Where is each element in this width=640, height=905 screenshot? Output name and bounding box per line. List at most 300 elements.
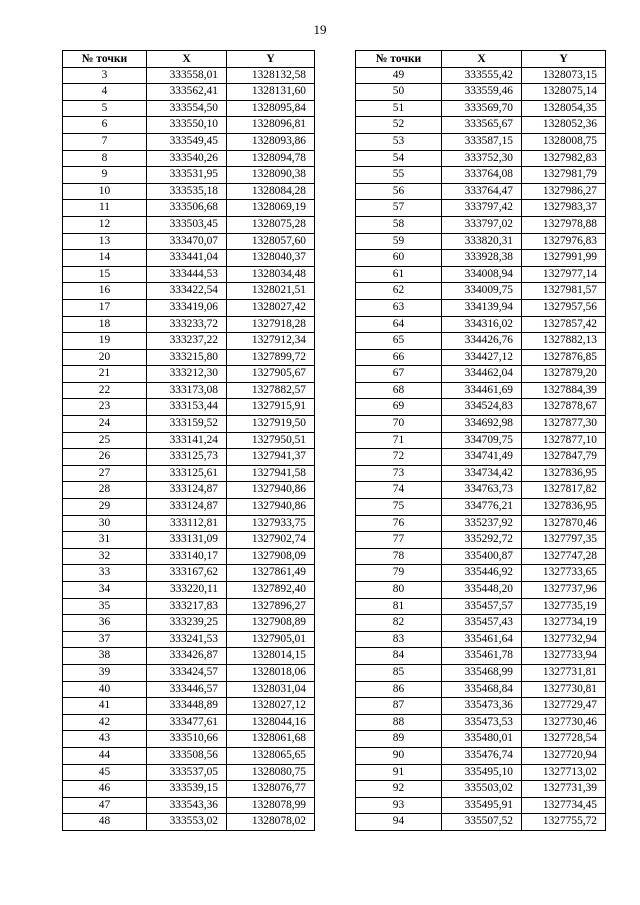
y-cell: 1328096,81 xyxy=(227,117,315,134)
point-number-cell: 76 xyxy=(356,515,442,532)
x-cell: 335495,91 xyxy=(442,797,522,814)
point-number-cell: 44 xyxy=(63,747,147,764)
y-cell: 1327847,79 xyxy=(522,449,606,466)
table-row xyxy=(63,797,315,814)
point-number-cell: 62 xyxy=(356,283,442,300)
x-cell: 333587,15 xyxy=(442,133,522,150)
y-cell: 1327941,58 xyxy=(227,465,315,482)
y-cell: 1327986,27 xyxy=(522,183,606,200)
table-header-row xyxy=(356,51,606,68)
table-row xyxy=(63,565,315,582)
table-row xyxy=(356,499,606,516)
table-row xyxy=(63,698,315,715)
point-number-cell: 4 xyxy=(63,84,147,101)
y-cell: 1327918,28 xyxy=(227,316,315,333)
point-number-cell: 35 xyxy=(63,598,147,615)
table-row xyxy=(356,449,606,466)
x-cell: 333797,42 xyxy=(442,200,522,217)
table-row xyxy=(63,631,315,648)
y-cell: 1327729,47 xyxy=(522,698,606,715)
point-number-cell: 10 xyxy=(63,183,147,200)
x-cell: 334741,49 xyxy=(442,449,522,466)
point-number-cell: 21 xyxy=(63,366,147,383)
y-cell: 1328052,36 xyxy=(522,117,606,134)
y-cell: 1327905,67 xyxy=(227,366,315,383)
x-cell: 333549,45 xyxy=(147,133,227,150)
point-number-cell: 54 xyxy=(356,150,442,167)
table-row xyxy=(63,465,315,482)
point-number-cell: 22 xyxy=(63,382,147,399)
table-row xyxy=(356,814,606,831)
point-number-cell: 45 xyxy=(63,764,147,781)
x-cell: 334139,94 xyxy=(442,299,522,316)
point-number-cell: 78 xyxy=(356,548,442,565)
y-cell: 1328054,35 xyxy=(522,100,606,117)
y-cell: 1327912,34 xyxy=(227,333,315,350)
x-cell: 333928,38 xyxy=(442,250,522,267)
table-row xyxy=(356,482,606,499)
y-cell: 1327878,67 xyxy=(522,399,606,416)
header-point-number: № точки xyxy=(63,51,147,68)
y-cell: 1327940,86 xyxy=(227,499,315,516)
x-cell: 333543,36 xyxy=(147,797,227,814)
point-number-cell: 66 xyxy=(356,349,442,366)
x-cell: 335400,87 xyxy=(442,548,522,565)
table-row xyxy=(63,648,315,665)
point-number-cell: 9 xyxy=(63,167,147,184)
point-number-cell: 87 xyxy=(356,698,442,715)
x-cell: 334461,69 xyxy=(442,382,522,399)
table-row xyxy=(356,167,606,184)
x-cell: 334692,98 xyxy=(442,416,522,433)
y-cell: 1327877,10 xyxy=(522,432,606,449)
y-cell: 1327981,57 xyxy=(522,283,606,300)
point-number-cell: 15 xyxy=(63,266,147,283)
point-number-cell: 57 xyxy=(356,200,442,217)
table-row xyxy=(63,499,315,516)
point-number-cell: 50 xyxy=(356,84,442,101)
table-row xyxy=(356,349,606,366)
table-row xyxy=(63,233,315,250)
y-cell: 1327728,54 xyxy=(522,731,606,748)
point-number-cell: 28 xyxy=(63,482,147,499)
x-cell: 333125,61 xyxy=(147,465,227,482)
table-row xyxy=(356,250,606,267)
y-cell: 1328018,06 xyxy=(227,664,315,681)
y-cell: 1328131,60 xyxy=(227,84,315,101)
point-number-cell: 58 xyxy=(356,216,442,233)
y-cell: 1327957,56 xyxy=(522,299,606,316)
x-cell: 333540,26 xyxy=(147,150,227,167)
point-number-cell: 25 xyxy=(63,432,147,449)
table-row xyxy=(356,84,606,101)
table-row xyxy=(63,747,315,764)
x-cell: 333510,66 xyxy=(147,731,227,748)
table-row xyxy=(356,366,606,383)
x-cell: 334524,83 xyxy=(442,399,522,416)
y-cell: 1327734,19 xyxy=(522,615,606,632)
point-number-cell: 38 xyxy=(63,648,147,665)
point-number-cell: 30 xyxy=(63,515,147,532)
point-number-cell: 34 xyxy=(63,582,147,599)
table-row xyxy=(63,299,315,316)
x-cell: 333426,87 xyxy=(147,648,227,665)
y-cell: 1327737,96 xyxy=(522,582,606,599)
point-number-cell: 39 xyxy=(63,664,147,681)
y-cell: 1327983,37 xyxy=(522,200,606,217)
y-cell: 1327882,57 xyxy=(227,382,315,399)
point-number-cell: 23 xyxy=(63,399,147,416)
y-cell: 1328084,28 xyxy=(227,183,315,200)
point-number-cell: 68 xyxy=(356,382,442,399)
y-cell: 1327908,09 xyxy=(227,548,315,565)
x-cell: 334316,02 xyxy=(442,316,522,333)
x-cell: 333141,24 xyxy=(147,432,227,449)
point-number-cell: 85 xyxy=(356,664,442,681)
x-cell: 333124,87 xyxy=(147,499,227,516)
y-cell: 1327908,89 xyxy=(227,615,315,632)
y-cell: 1327730,81 xyxy=(522,681,606,698)
y-cell: 1327720,94 xyxy=(522,747,606,764)
table-row xyxy=(63,814,315,831)
header-x: X xyxy=(442,51,522,68)
point-number-cell: 12 xyxy=(63,216,147,233)
point-number-cell: 75 xyxy=(356,499,442,516)
point-number-cell: 47 xyxy=(63,797,147,814)
point-number-cell: 67 xyxy=(356,366,442,383)
page-number: 19 xyxy=(313,22,327,37)
table-row xyxy=(356,333,606,350)
table-row xyxy=(63,67,315,84)
y-cell: 1328076,77 xyxy=(227,781,315,798)
table-body-right xyxy=(356,67,606,830)
point-number-cell: 59 xyxy=(356,233,442,250)
table-row xyxy=(63,167,315,184)
y-cell: 1328073,15 xyxy=(522,67,606,84)
table-row xyxy=(356,681,606,698)
point-number-cell: 63 xyxy=(356,299,442,316)
table-row xyxy=(356,216,606,233)
table-row xyxy=(63,764,315,781)
table-row xyxy=(63,598,315,615)
x-cell: 335237,92 xyxy=(442,515,522,532)
x-cell: 333173,08 xyxy=(147,382,227,399)
x-cell: 333159,52 xyxy=(147,416,227,433)
y-cell: 1327755,72 xyxy=(522,814,606,831)
x-cell: 333569,70 xyxy=(442,100,522,117)
x-cell: 333167,62 xyxy=(147,565,227,582)
y-cell: 1327817,82 xyxy=(522,482,606,499)
y-cell: 1327733,65 xyxy=(522,565,606,582)
x-cell: 335461,64 xyxy=(442,631,522,648)
x-cell: 334008,94 xyxy=(442,266,522,283)
point-number-cell: 41 xyxy=(63,698,147,715)
x-cell: 335457,43 xyxy=(442,615,522,632)
point-number-cell: 77 xyxy=(356,532,442,549)
table-row xyxy=(63,133,315,150)
y-cell: 1328040,37 xyxy=(227,250,315,267)
point-number-cell: 60 xyxy=(356,250,442,267)
x-cell: 333562,41 xyxy=(147,84,227,101)
y-cell: 1327899,72 xyxy=(227,349,315,366)
table-row xyxy=(356,631,606,648)
table-row xyxy=(63,416,315,433)
point-number-cell: 13 xyxy=(63,233,147,250)
table-row xyxy=(63,366,315,383)
point-number-cell: 20 xyxy=(63,349,147,366)
x-cell: 335473,36 xyxy=(442,698,522,715)
y-cell: 1328095,84 xyxy=(227,100,315,117)
x-cell: 333212,30 xyxy=(147,366,227,383)
x-cell: 333752,30 xyxy=(442,150,522,167)
y-cell: 1327735,19 xyxy=(522,598,606,615)
x-cell: 335448,20 xyxy=(442,582,522,599)
table-row xyxy=(356,382,606,399)
point-number-cell: 88 xyxy=(356,714,442,731)
x-cell: 333112,81 xyxy=(147,515,227,532)
table-row xyxy=(63,316,315,333)
table-row xyxy=(356,133,606,150)
x-cell: 333797,02 xyxy=(442,216,522,233)
point-number-cell: 31 xyxy=(63,532,147,549)
y-cell: 1328027,12 xyxy=(227,698,315,715)
point-number-cell: 16 xyxy=(63,283,147,300)
x-cell: 334763,73 xyxy=(442,482,522,499)
table-row xyxy=(63,283,315,300)
table-row xyxy=(356,797,606,814)
y-cell: 1327991,99 xyxy=(522,250,606,267)
point-number-cell: 72 xyxy=(356,449,442,466)
table-row xyxy=(356,764,606,781)
y-cell: 1328069,19 xyxy=(227,200,315,217)
x-cell: 333444,53 xyxy=(147,266,227,283)
table-row xyxy=(63,399,315,416)
x-cell: 334426,76 xyxy=(442,333,522,350)
y-cell: 1327747,28 xyxy=(522,548,606,565)
y-cell: 1327919,50 xyxy=(227,416,315,433)
x-cell: 334776,21 xyxy=(442,499,522,516)
point-number-cell: 55 xyxy=(356,167,442,184)
point-number-cell: 11 xyxy=(63,200,147,217)
point-number-cell: 84 xyxy=(356,648,442,665)
table-row xyxy=(63,482,315,499)
table-row xyxy=(356,532,606,549)
x-cell: 333419,06 xyxy=(147,299,227,316)
point-number-cell: 33 xyxy=(63,565,147,582)
y-cell: 1327976,83 xyxy=(522,233,606,250)
x-cell: 333131,09 xyxy=(147,532,227,549)
x-cell: 335468,99 xyxy=(442,664,522,681)
x-cell: 333558,01 xyxy=(147,67,227,84)
point-number-cell: 74 xyxy=(356,482,442,499)
table-header-row xyxy=(63,51,315,68)
y-cell: 1327713,02 xyxy=(522,764,606,781)
header-point-number: № точки xyxy=(356,51,442,68)
y-cell: 1327896,27 xyxy=(227,598,315,615)
point-number-cell: 29 xyxy=(63,499,147,516)
x-cell: 333153,44 xyxy=(147,399,227,416)
x-cell: 333503,45 xyxy=(147,216,227,233)
x-cell: 333140,17 xyxy=(147,548,227,565)
y-cell: 1328078,02 xyxy=(227,814,315,831)
table-row xyxy=(356,150,606,167)
x-cell: 335446,92 xyxy=(442,565,522,582)
x-cell: 333506,68 xyxy=(147,200,227,217)
x-cell: 333441,04 xyxy=(147,250,227,267)
y-cell: 1327981,79 xyxy=(522,167,606,184)
y-cell: 1328080,75 xyxy=(227,764,315,781)
x-cell: 335457,57 xyxy=(442,598,522,615)
x-cell: 334427,12 xyxy=(442,349,522,366)
y-cell: 1327731,39 xyxy=(522,781,606,798)
y-cell: 1328078,99 xyxy=(227,797,315,814)
y-cell: 1328075,14 xyxy=(522,84,606,101)
point-number-cell: 61 xyxy=(356,266,442,283)
point-number-cell: 52 xyxy=(356,117,442,134)
table-body-left xyxy=(63,67,315,830)
table-row xyxy=(63,515,315,532)
x-cell: 333764,08 xyxy=(442,167,522,184)
x-cell: 335480,01 xyxy=(442,731,522,748)
x-cell: 333217,83 xyxy=(147,598,227,615)
y-cell: 1328065,65 xyxy=(227,747,315,764)
table-row xyxy=(356,416,606,433)
table-row xyxy=(63,183,315,200)
header-y: Y xyxy=(227,51,315,68)
point-number-cell: 37 xyxy=(63,631,147,648)
y-cell: 1328075,28 xyxy=(227,216,315,233)
x-cell: 335503,02 xyxy=(442,781,522,798)
table-row xyxy=(63,681,315,698)
y-cell: 1328061,68 xyxy=(227,731,315,748)
table-row xyxy=(63,548,315,565)
point-number-cell: 89 xyxy=(356,731,442,748)
y-cell: 1327730,46 xyxy=(522,714,606,731)
table-row xyxy=(63,664,315,681)
x-cell: 335473,53 xyxy=(442,714,522,731)
x-cell: 333125,73 xyxy=(147,449,227,466)
x-cell: 333448,89 xyxy=(147,698,227,715)
point-number-cell: 17 xyxy=(63,299,147,316)
y-cell: 1328031,04 xyxy=(227,681,315,698)
table-row xyxy=(356,714,606,731)
y-cell: 1327870,46 xyxy=(522,515,606,532)
x-cell: 333470,07 xyxy=(147,233,227,250)
x-cell: 333531,95 xyxy=(147,167,227,184)
y-cell: 1327797,35 xyxy=(522,532,606,549)
point-number-cell: 46 xyxy=(63,781,147,798)
y-cell: 1328132,58 xyxy=(227,67,315,84)
y-cell: 1328044,16 xyxy=(227,714,315,731)
table-row xyxy=(356,565,606,582)
point-number-cell: 93 xyxy=(356,797,442,814)
y-cell: 1327884,39 xyxy=(522,382,606,399)
x-cell: 333233,72 xyxy=(147,316,227,333)
table-row xyxy=(356,664,606,681)
y-cell: 1327876,85 xyxy=(522,349,606,366)
table-row xyxy=(63,714,315,731)
x-cell: 333539,15 xyxy=(147,781,227,798)
table-row xyxy=(356,731,606,748)
point-number-cell: 40 xyxy=(63,681,147,698)
point-number-cell: 69 xyxy=(356,399,442,416)
point-number-cell: 73 xyxy=(356,465,442,482)
y-cell: 1327982,83 xyxy=(522,150,606,167)
table-row xyxy=(63,432,315,449)
y-cell: 1327978,88 xyxy=(522,216,606,233)
table-row xyxy=(63,216,315,233)
table-row xyxy=(63,84,315,101)
point-number-cell: 48 xyxy=(63,814,147,831)
point-number-cell: 3 xyxy=(63,67,147,84)
table-row xyxy=(63,781,315,798)
x-cell: 333553,02 xyxy=(147,814,227,831)
x-cell: 333508,56 xyxy=(147,747,227,764)
table-row xyxy=(356,615,606,632)
x-cell: 333241,53 xyxy=(147,631,227,648)
table-row xyxy=(63,731,315,748)
table-row xyxy=(356,266,606,283)
coordinates-table-right xyxy=(355,50,606,831)
point-number-cell: 94 xyxy=(356,814,442,831)
table-row xyxy=(356,183,606,200)
x-cell: 333550,10 xyxy=(147,117,227,134)
point-number-cell: 65 xyxy=(356,333,442,350)
table-row xyxy=(63,532,315,549)
x-cell: 334734,42 xyxy=(442,465,522,482)
y-cell: 1328093,86 xyxy=(227,133,315,150)
table-row xyxy=(356,548,606,565)
table-row xyxy=(63,449,315,466)
y-cell: 1328021,51 xyxy=(227,283,315,300)
point-number-cell: 6 xyxy=(63,117,147,134)
point-number-cell: 80 xyxy=(356,582,442,599)
point-number-cell: 86 xyxy=(356,681,442,698)
table-row xyxy=(63,382,315,399)
table-row xyxy=(63,615,315,632)
x-cell: 333554,50 xyxy=(147,100,227,117)
y-cell: 1327905,01 xyxy=(227,631,315,648)
y-cell: 1327902,74 xyxy=(227,532,315,549)
table-row xyxy=(356,598,606,615)
point-number-cell: 14 xyxy=(63,250,147,267)
point-number-cell: 7 xyxy=(63,133,147,150)
point-number-cell: 83 xyxy=(356,631,442,648)
point-number-cell: 26 xyxy=(63,449,147,466)
y-cell: 1327950,51 xyxy=(227,432,315,449)
y-cell: 1327879,20 xyxy=(522,366,606,383)
table-row xyxy=(356,299,606,316)
table-row xyxy=(356,316,606,333)
x-cell: 335292,72 xyxy=(442,532,522,549)
point-number-cell: 92 xyxy=(356,781,442,798)
y-cell: 1327915,91 xyxy=(227,399,315,416)
y-cell: 1327892,40 xyxy=(227,582,315,599)
table-row xyxy=(356,432,606,449)
y-cell: 1327940,86 xyxy=(227,482,315,499)
x-cell: 333422,54 xyxy=(147,283,227,300)
x-cell: 335468,84 xyxy=(442,681,522,698)
point-number-cell: 82 xyxy=(356,615,442,632)
x-cell: 335495,10 xyxy=(442,764,522,781)
point-number-cell: 43 xyxy=(63,731,147,748)
x-cell: 333424,57 xyxy=(147,664,227,681)
x-cell: 335461,78 xyxy=(442,648,522,665)
x-cell: 335476,74 xyxy=(442,747,522,764)
y-cell: 1328014,15 xyxy=(227,648,315,665)
y-cell: 1327734,45 xyxy=(522,797,606,814)
x-cell: 333535,18 xyxy=(147,183,227,200)
